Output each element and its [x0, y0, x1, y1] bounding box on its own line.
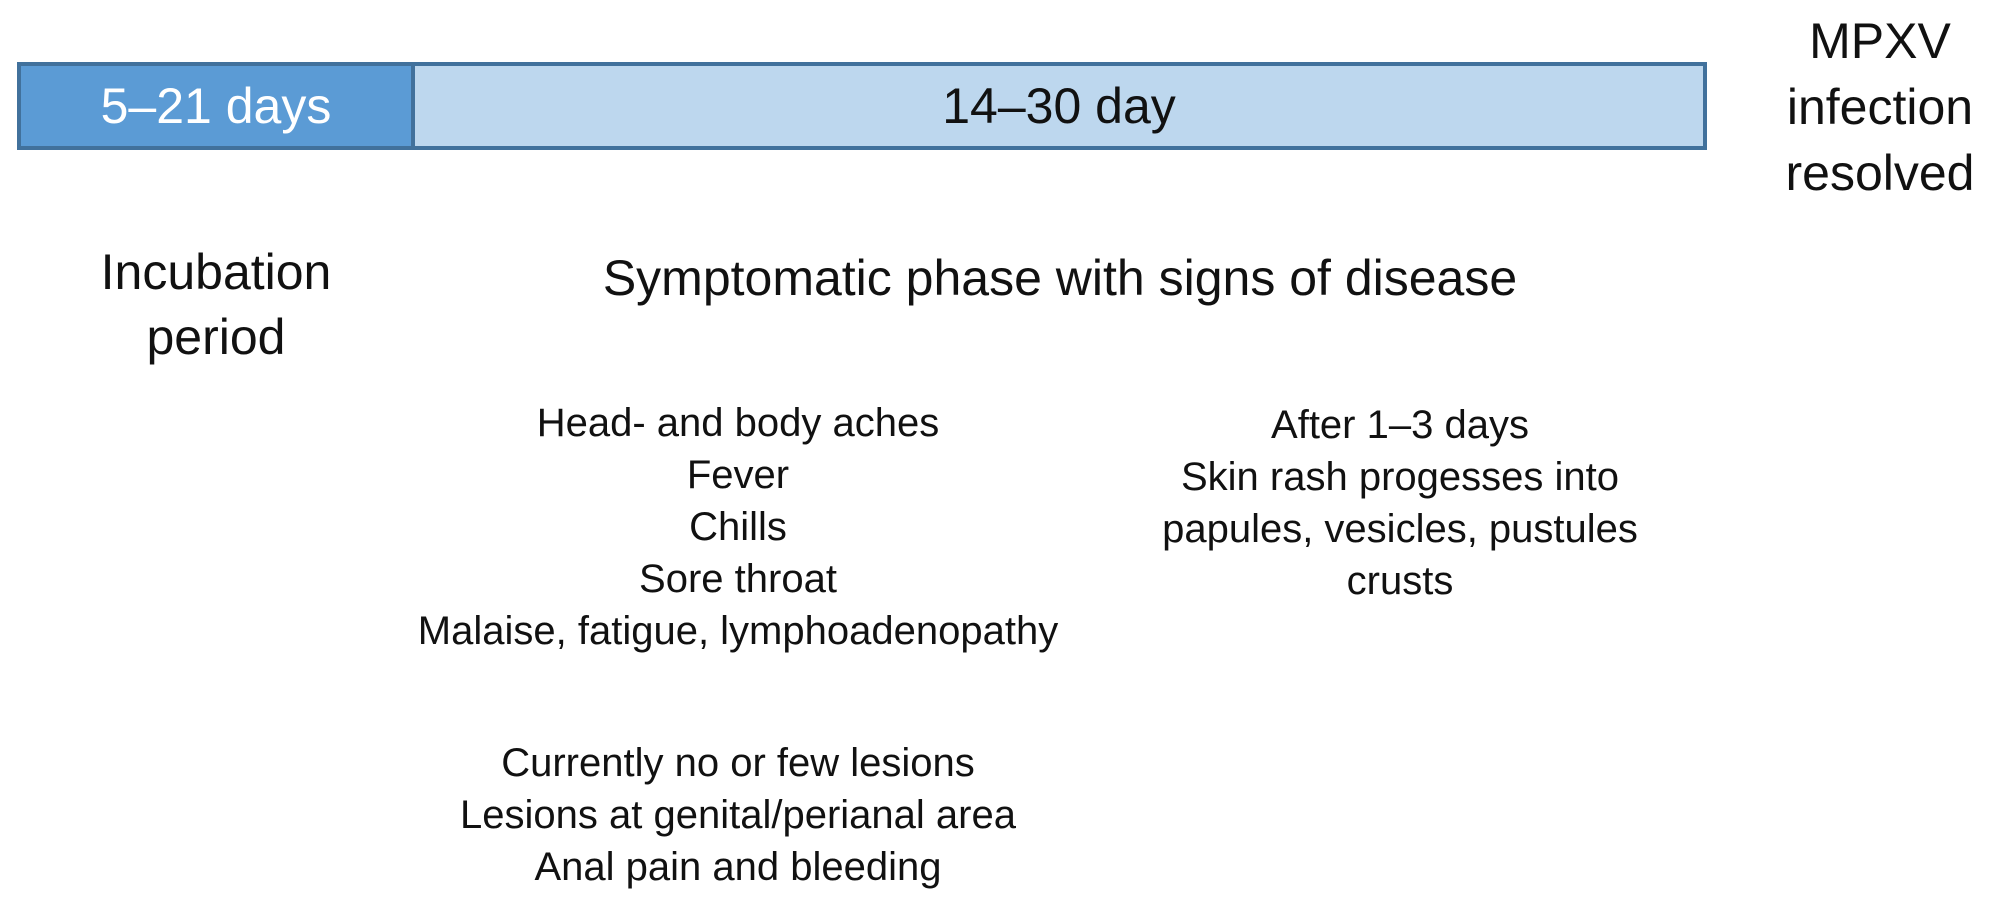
symptom-line: Chills [689, 505, 787, 549]
infection-resolved-label [1786, 8, 1975, 206]
symptom-line: After 1–3 days [1271, 403, 1529, 447]
incubation-period-label [101, 240, 332, 370]
resolved-line: resolved [1785, 145, 1975, 201]
resolved-line: MPXV [1809, 13, 1951, 69]
symptomatic-duration-label: 14–30 day [942, 78, 1176, 134]
rash-progression-list [1162, 399, 1638, 607]
symptom-line: Malaise, fatigue, lymphoadenopathy [417, 609, 1059, 653]
symptom-line: crusts [1346, 559, 1454, 603]
symptom-line: Skin rash progesses into [1180, 455, 1620, 499]
symptom-line: Head- and body aches [536, 401, 940, 445]
symptom-line: Lesions at genital/perianal area [460, 793, 1016, 837]
incubation-period-line: Incubation [100, 244, 332, 300]
timeline-bar [17, 62, 1707, 150]
symptom-line: Sore throat [639, 557, 837, 601]
symptom-line: Currently no or few lesions [501, 741, 975, 785]
incubation-segment [17, 62, 415, 150]
early-symptoms-list [418, 397, 1058, 657]
resolved-line: infection [1786, 79, 1974, 135]
symptomatic-segment [415, 62, 1707, 150]
symptom-line: Anal pain and bleeding [534, 845, 942, 889]
incubation-duration-label: 5–21 days [100, 78, 332, 134]
symptom-line: papules, vesicles, pustules [1162, 507, 1638, 551]
lesion-symptoms-list [460, 737, 1016, 893]
incubation-period-line: period [146, 309, 286, 365]
symptomatic-phase-heading: Symptomatic phase with signs of disease [602, 250, 1518, 306]
symptom-line: Fever [686, 453, 790, 497]
